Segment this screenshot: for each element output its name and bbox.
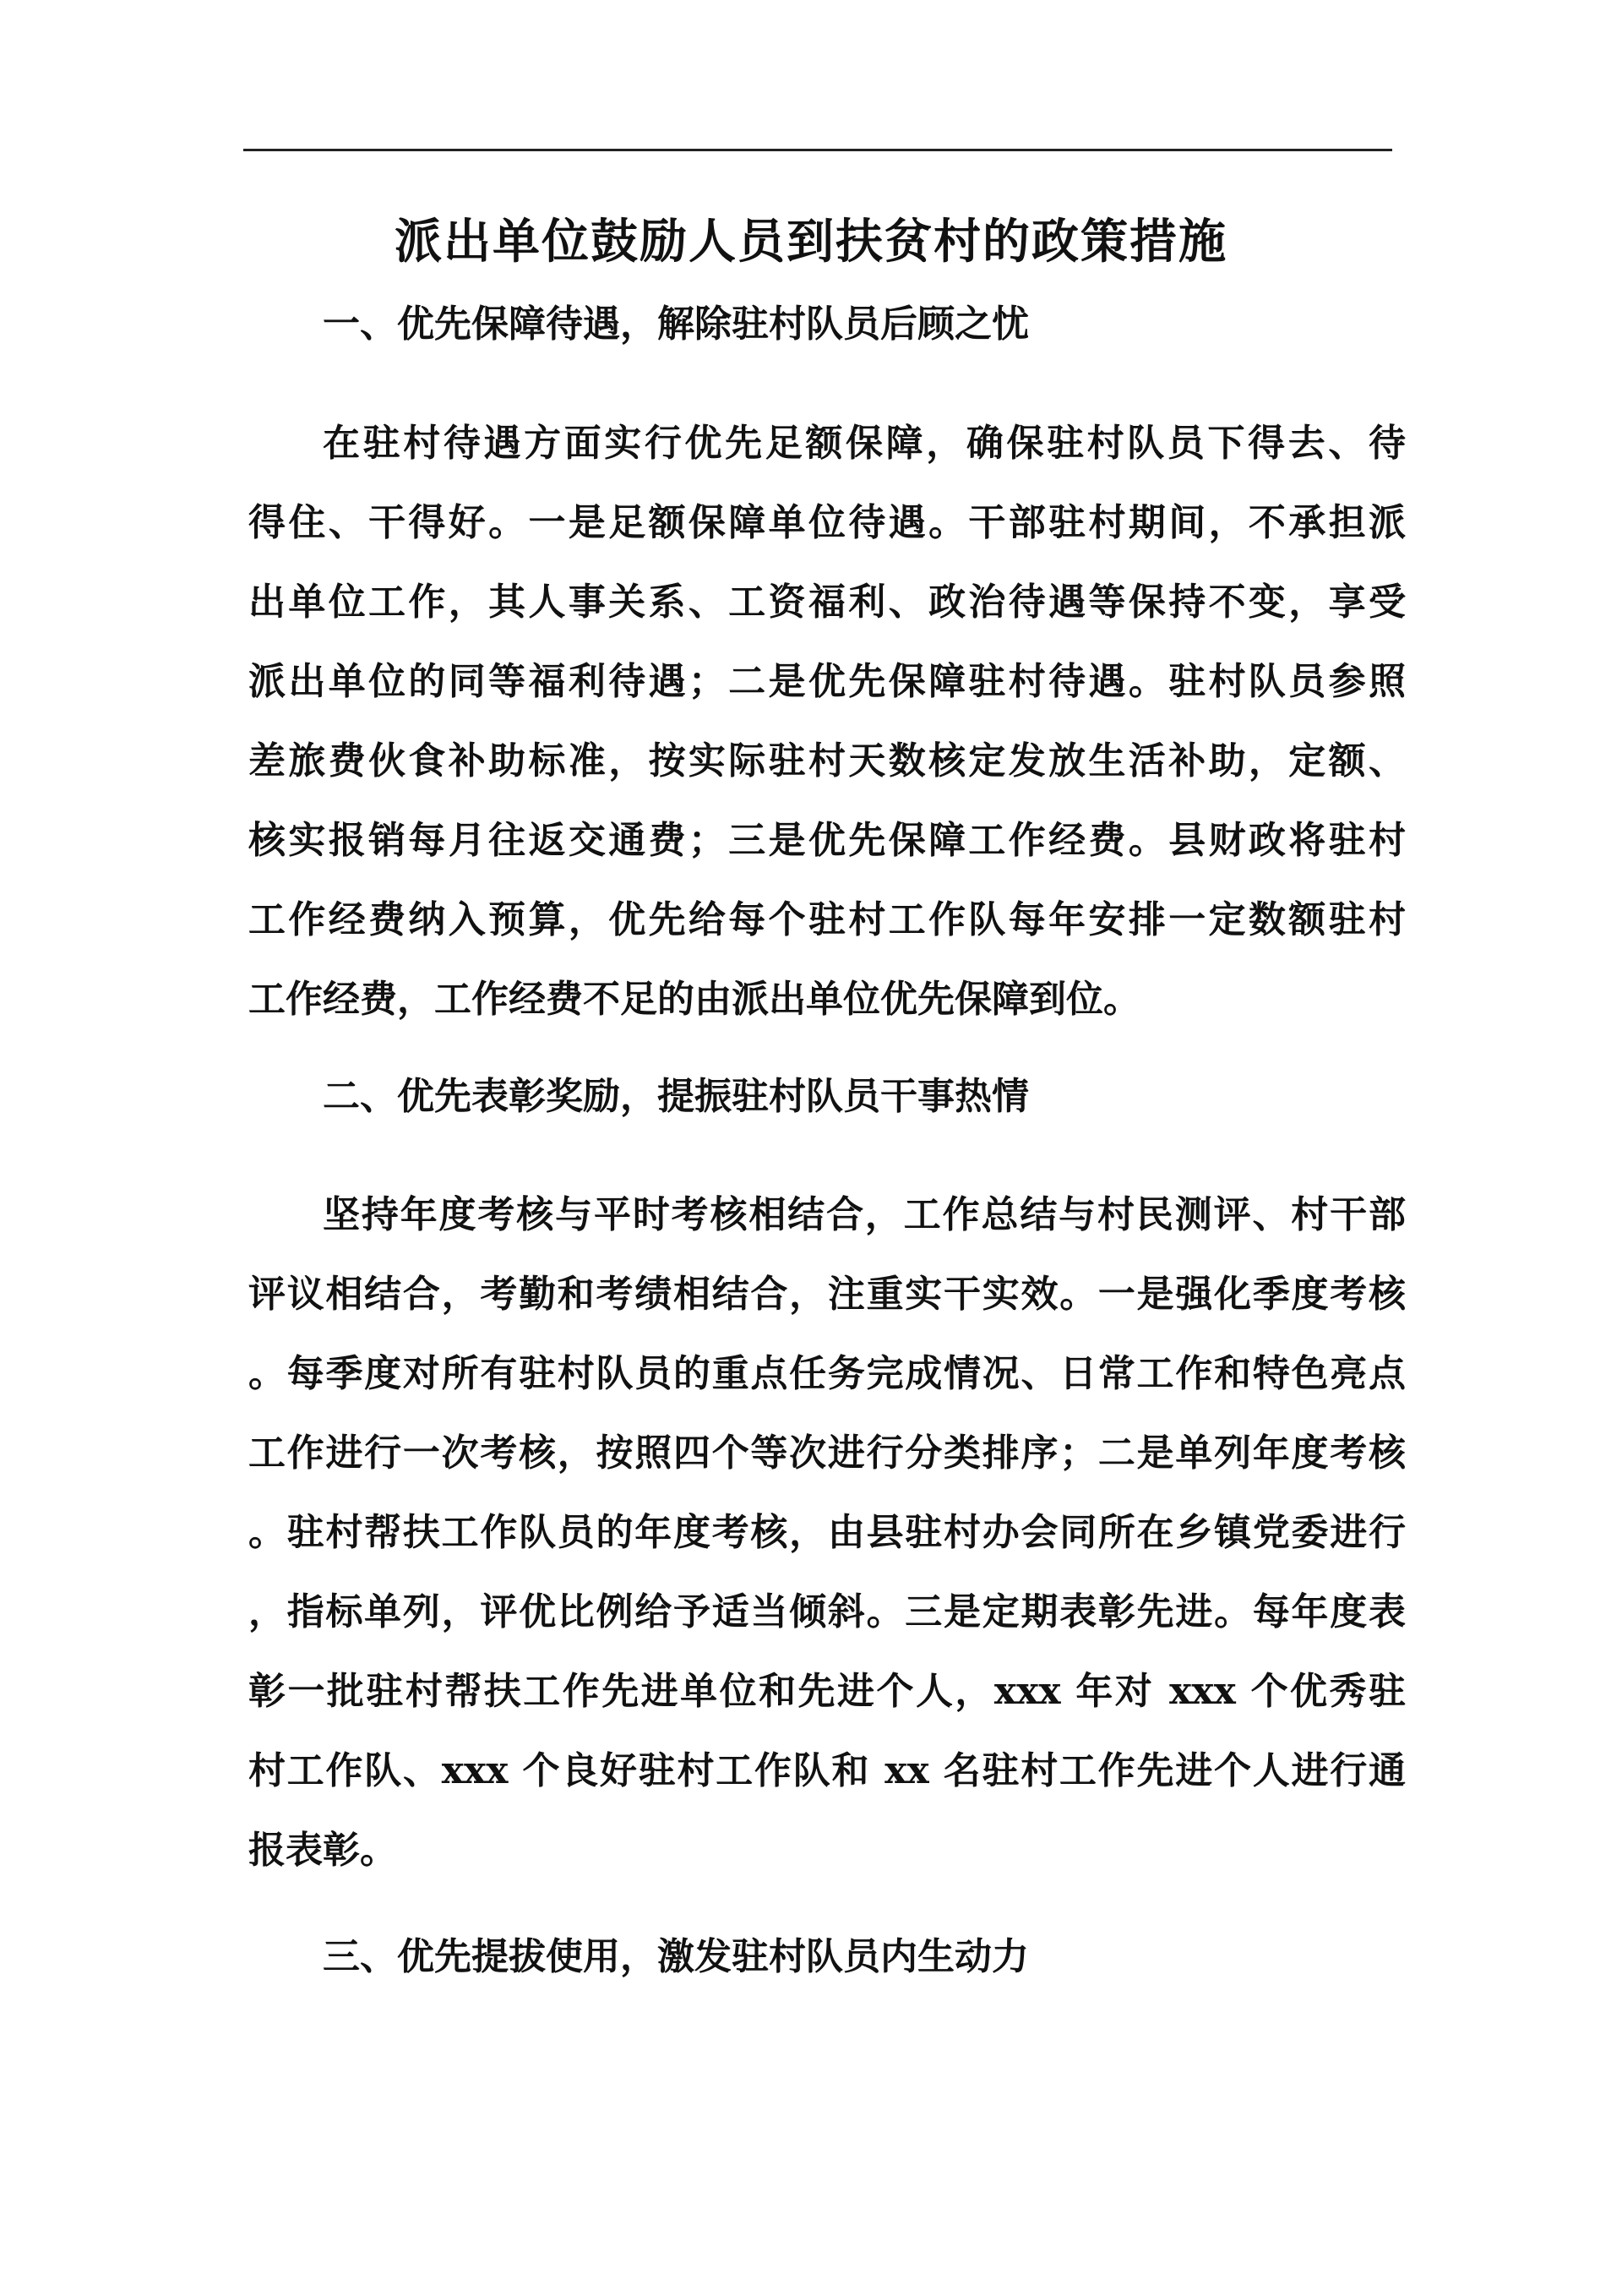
- paragraph-line: 在驻村待遇方面实行优先足额保障，确保驻村队员下得去、待: [323, 422, 1406, 465]
- paragraph-line: 村工作队、xxx 个良好驻村工作队和 xx 名驻村工作先进个人进行通: [248, 1749, 1406, 1792]
- paragraph-line: 彰一批驻村帮扶工作先进单位和先进个人，xxx 年对 xxx 个优秀驻: [248, 1670, 1406, 1713]
- section-heading-3: 三、优先提拔使用，激发驻村队员内生动力: [323, 1935, 1029, 1978]
- paragraph-line: 出单位工作，其人事关系、工资福利、政治待遇等保持不变，享受: [248, 581, 1406, 624]
- section-heading-1: 一、优先保障待遇，解除驻村队员后顾之忧: [323, 303, 1029, 346]
- section-paragraph-1: [248, 404, 1406, 1039]
- section-paragraph-2: [248, 1175, 1406, 1890]
- paragraph-line: 。驻村帮扶工作队员的年度考核，由县驻村办会同所在乡镇党委进行: [248, 1511, 1406, 1554]
- paragraph-line: 。每季度对所有驻村队员的重点任务完成情况、日常工作和特色亮点: [248, 1352, 1406, 1395]
- paragraph-line: 得住、干得好。一是足额保障单位待遇。干部驻村期间，不承担派: [248, 501, 1406, 544]
- paragraph-line: 核实报销每月往返交通费；三是优先保障工作经费。县财政将驻村: [248, 819, 1406, 862]
- document-title: 派出单位鼓励人员到扶贫村的政策措施: [395, 214, 1227, 270]
- paragraph-line: 评议相结合，考勤和考绩相结合，注重实干实效。一是强化季度考核: [248, 1273, 1406, 1316]
- paragraph-line: 坚持年度考核与平时考核相结合，工作总结与村民测评、村干部: [323, 1193, 1406, 1236]
- paragraph-line: 工作经费，工作经费不足的由派出单位优先保障到位。: [248, 978, 1140, 1021]
- paragraph-line: 差旅费伙食补助标准，按实际驻村天数核定发放生活补助，定额、: [248, 739, 1406, 783]
- paragraph-line: 工作进行一次考核，按照四个等次进行分类排序；二是单列年度考核: [248, 1432, 1406, 1475]
- header-rule: [243, 149, 1392, 151]
- paragraph-line: 派出单位的同等福利待遇；二是优先保障驻村待遇。驻村队员参照: [248, 660, 1406, 703]
- paragraph-line: ，指标单列，评优比例给予适当倾斜。三是定期表彰先进。每年度表: [248, 1590, 1406, 1633]
- section-heading-2: 二、优先表彰奖励，提振驻村队员干事热情: [323, 1075, 1029, 1118]
- paragraph-line: 报表彰。: [248, 1829, 397, 1872]
- paragraph-line: 工作经费纳入预算，优先给每个驻村工作队每年安排一定数额驻村: [248, 898, 1406, 941]
